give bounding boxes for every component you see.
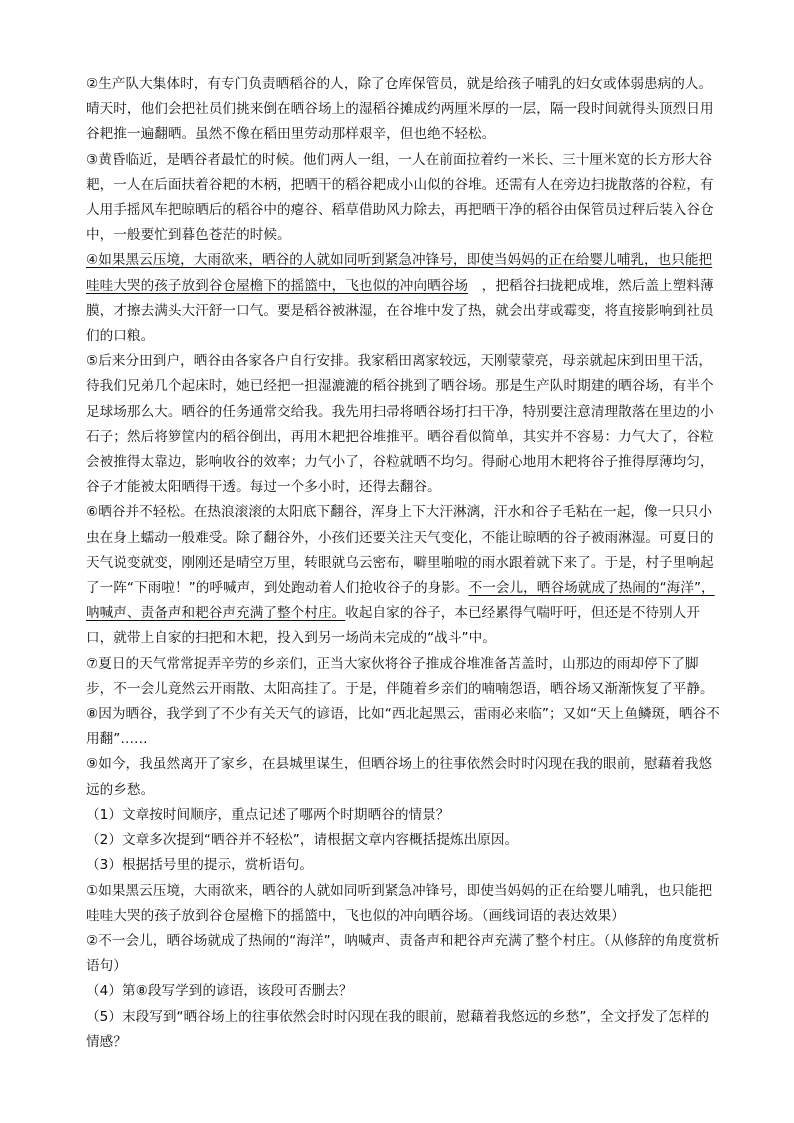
question-q1: （1）文章按时间顺序，重点记述了哪两个时期晒谷的情景？ bbox=[86, 806, 450, 823]
question-q3b: ②不一会儿，晒谷场就成了热闹的“海洋”，呐喊声、责备声和耙谷声充满了整个村庄。（从修辞的角度赏析语句） bbox=[86, 932, 720, 975]
paragraph-text: ⑥晒谷并不轻松。在热浪滚滚的太阳底下翻谷，浑身上下大汗淋漓，汗水和谷子毛粘在一起，像一只只小虫在身上蠕动一般难受。除了翻谷外，小孩们还要关注天气变化，不能让晾晒的谷子被雨淋湿。可夏日的天气说变就变，刚刚还是晴空万里，转眼就乌云密布，噼里啪啦的雨水跟着就下来了。于是，村子里响起了一阵“下雨啦！”的呼喊声，到处跑动着人们抢收谷子的身影。 bbox=[86, 504, 714, 597]
paragraph-p5 bbox=[86, 349, 722, 500]
document-page bbox=[86, 72, 722, 1055]
paragraph-text: 收起自家的谷子，本已经累得气喘吁吁，但还是不待别人开口，就带上自家的扫把和木耙，投入到另一场尚未完成的“战斗”中。 bbox=[86, 605, 700, 647]
paragraph-text: ③黄昏临近，是晒谷者最忙的时候。他们两人一组，一人在前面拉着约一米长、三十厘米宽的长方形大谷耙，一人在后面扶着谷耙的木柄，把晒干的稻谷耙成小山似的谷堆。还需有人在旁边扫拢散落的谷粒，有人用手摇风车把晾晒后的稻谷中的瘪谷、稻草借助风力除去，再把晒干净的稻谷由保管员过秤后装入谷仓中，一般要忙到暮色苍茫的时候。 bbox=[86, 151, 714, 244]
underlined-text: ④如果黑云压境，大雨欲来，晒谷的人就如同听到紧急冲锋号，即使当妈妈的正在给婴儿哺乳，也只能把哇哇大哭的孩子放到谷仓屋檐下的摇篮中，飞也似的冲向晒谷场 bbox=[86, 252, 713, 294]
paragraph-text: ⑤后来分田到户，晒谷由各家各户自行安排。我家稻田离家较远，天刚蒙蒙亮，母亲就起床到田里干活，待我们兄弟几个起床时，她已经把一担湿漉漉的稻谷挑到了晒谷场。那是生产队时期建的晒谷场，有半个足球场那么大。晒谷的任务通常交给我。我先用扫帚将晒谷场打扫干净，特别要注意清理散落在里边的小石子；然后将箩筐内的稻谷倒出，再用木耙把谷堆推平。晒谷看似简单，其实并不容易：力气大了，谷粒会被推得太靠边，影响收谷的效率；力气小了，谷粒就晒不均匀。得耐心地用木耙将谷子推得厚薄均匀，谷子才能被太阳晒得干透。每过一个多小时，还得去翻谷。 bbox=[86, 353, 714, 496]
question-list bbox=[86, 803, 722, 1055]
paragraph-p8 bbox=[86, 702, 722, 752]
paragraph-p6 bbox=[86, 500, 722, 651]
paragraph-text: ⑦夏日的天气常常捉弄辛劳的乡亲们，正当大家伙将谷子推成谷堆准备苫盖时，山那边的雨却停下了脚步，不一会儿竟然云开雨散、太阳高挂了。于是，伴随着乡亲们的喃喃怨语，晒谷场又渐渐恢复了平静。 bbox=[86, 655, 714, 697]
paragraph-p3 bbox=[86, 148, 722, 249]
article-body bbox=[86, 72, 722, 803]
question-q3a: ①如果黑云压境，大雨欲来，晒谷的人就如同听到紧急冲锋号，即使当妈妈的正在给婴儿哺乳，也只能把哇哇大哭的孩子放到谷仓屋檐下的摇篮中，飞也似的冲向晒谷场。（画线词语的表达效果） bbox=[86, 882, 713, 924]
paragraph-text: ⑨如今，我虽然离开了家乡，在县城里谋生，但晒谷场上的往事依然会时时闪现在我的眼前，慰藉着我悠远的乡愁。 bbox=[86, 756, 713, 798]
paragraph-p4 bbox=[86, 248, 722, 349]
paragraph-p9 bbox=[86, 752, 722, 802]
paragraph-text: ⑧因为晒谷，我学到了不少有关天气的谚语，比如“西北起黑云，雷雨必来临”；又如“天上鱼鳞斑，晒谷不用翻”…… bbox=[86, 706, 720, 748]
question-q3: （3）根据括号里的提示，赏析语句。 bbox=[86, 857, 313, 874]
question-q5: （5）末段写到“晒谷场上的往事依然会时时闪现在我的眼前，慰藉着我悠远的乡愁”，全文抒发了怎样的情感？ bbox=[86, 1008, 710, 1050]
question-q4: （4）第⑧段写学到的谚语，该段可否删去？ bbox=[86, 983, 353, 1000]
underlined-text: 不一会儿，晒谷场就成了热闹的“海洋”，呐喊声、责备声和耙谷声充满了整个村庄。 bbox=[86, 580, 715, 622]
paragraph-text: ②生产队大集体时，有专门负责晒稻谷的人，除了仓库保管员，就是给孩子哺乳的妇女或体弱患病的人。晴天时，他们会把社员们挑来倒在晒谷场上的湿稻谷摊成约两厘米厚的一层，隔一段时间就得头顶烈日用谷耙推一遍翻晒。虽然不像在稻田里劳动那样艰辛，但也绝不轻松。 bbox=[86, 76, 714, 143]
question-q2: （2）文章多次提到“晒谷并不轻松”，请根据文章内容概括提炼出原因。 bbox=[86, 832, 519, 849]
paragraph-p7 bbox=[86, 652, 722, 702]
paragraph-p2 bbox=[86, 72, 722, 148]
paragraph-text: ，把稻谷扫拢耙成堆，然后盖上塑料薄膜，才擦去满头大汗舒一口气。要是稻谷被淋湿，在谷堆中发了热，就会出芽或霉变，将直接影响到社员们的口粮。 bbox=[86, 277, 714, 345]
